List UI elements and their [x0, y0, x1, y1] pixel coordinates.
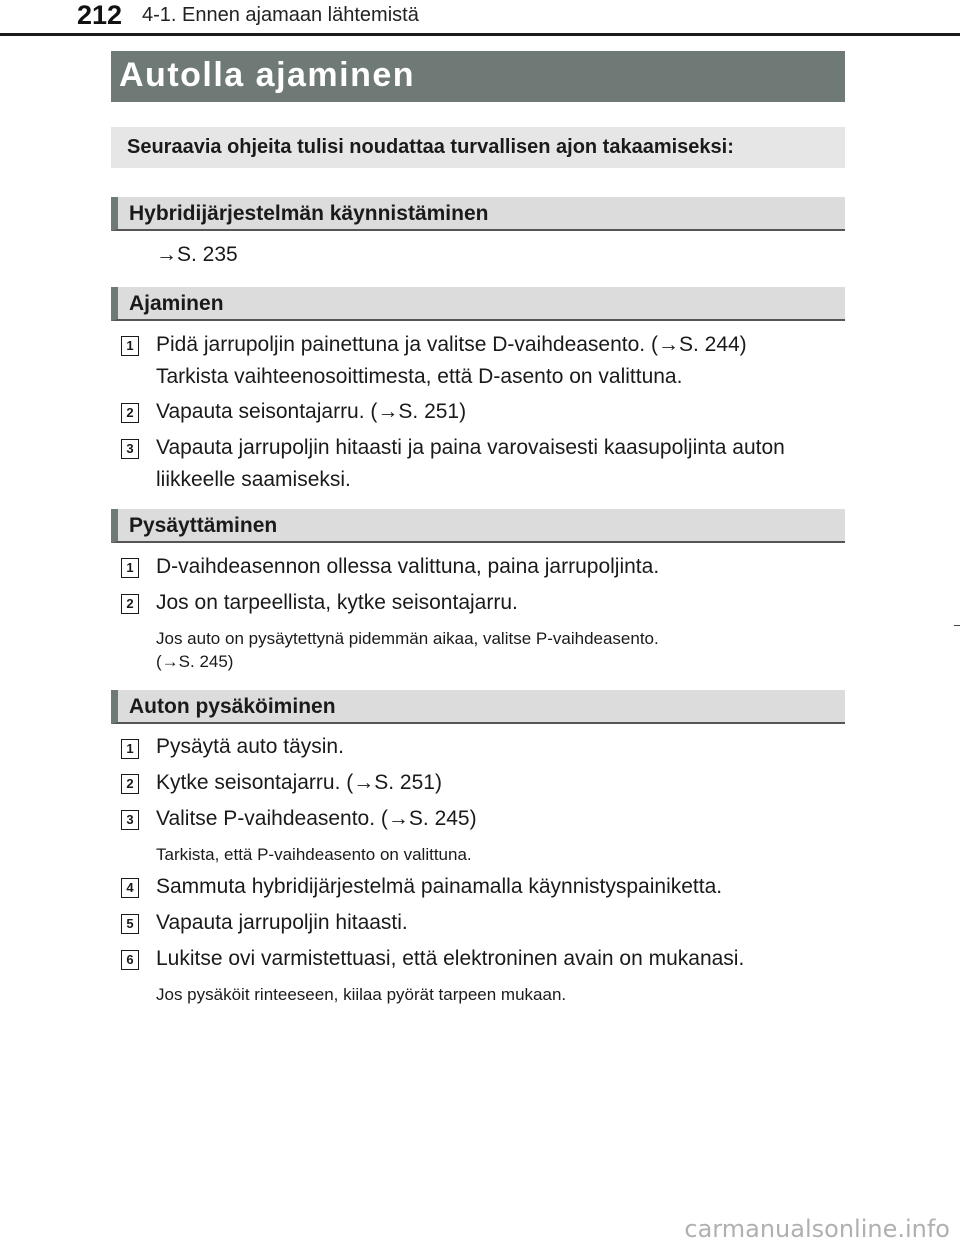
- step-line: Vapauta seisontajarru. (→S. 251): [156, 400, 467, 423]
- step-line: Pysäytä auto täysin.: [156, 735, 344, 758]
- stopping-note: [156, 627, 846, 673]
- parking-step-4: [156, 871, 846, 903]
- margin-mark: [954, 625, 960, 626]
- parking-step-6: [156, 943, 846, 975]
- stopping-step-2: [156, 587, 846, 619]
- section-heading-driving: [111, 287, 845, 321]
- step-line: Lukitse ovi varmistettuasi, että elektroninen avain on mukanasi.: [156, 947, 745, 970]
- parking-step-5: [156, 907, 846, 939]
- step-number: 3: [121, 810, 139, 830]
- step-line: Kytke seisontajarru. (→S. 251): [156, 771, 442, 794]
- title-banner: [111, 51, 845, 102]
- step-number: 2: [121, 594, 139, 614]
- parking-step-3: [156, 803, 846, 835]
- step-line: Jos on tarpeellista, kytke seisontajarru.: [156, 591, 518, 614]
- step-line: Tarkista vaihteenosoittimesta, että D-asento on valittuna.: [156, 365, 683, 388]
- page-number: 212: [77, 0, 123, 30]
- step-line: Vapauta jarrupoljin hitaasti.: [156, 911, 408, 934]
- step-number: 1: [121, 558, 139, 578]
- parking-step-2: [156, 767, 846, 799]
- note-line: Jos auto on pysäytettynä pidemmän aikaa, valitse P-vaihdeasento.: [156, 629, 659, 648]
- step-line: Valitse P-vaihdeasento. (→S. 245): [156, 807, 477, 830]
- step-number: 6: [121, 950, 139, 970]
- step-number: 2: [121, 403, 139, 423]
- step-number: 1: [121, 739, 139, 759]
- chapter-title: 4-1. Ennen ajamaan lähtemistä: [142, 4, 419, 26]
- step-line: Vapauta jarrupoljin hitaasti ja paina varovaisesti kaasupoljinta auton: [156, 436, 785, 459]
- stopping-step-1: [156, 551, 846, 583]
- intro-text: Seuraavia ohjeita tulisi noudattaa turvallisen ajon takaamiseksi:: [127, 136, 734, 158]
- note-line: (→S. 245): [156, 652, 234, 671]
- step-line: D-vaihdeasennon ollessa valittuna, paina jarrupoljinta.: [156, 555, 660, 578]
- page-title: Autolla ajaminen: [119, 56, 416, 94]
- step-number: 1: [121, 336, 139, 356]
- section-heading-stopping: [111, 509, 845, 543]
- section-heading-label: Ajaminen: [129, 292, 224, 315]
- watermark: carmanualsonline.info: [684, 1215, 950, 1243]
- intro-box: [111, 127, 845, 168]
- driving-step-2: [156, 396, 846, 428]
- step-number: 2: [121, 774, 139, 794]
- section-heading-parking: [111, 690, 845, 724]
- step-number: 4: [121, 878, 139, 898]
- driving-step-1: [156, 329, 846, 393]
- section-heading-label: Auton pysäköiminen: [129, 695, 336, 718]
- header-divider: [0, 33, 960, 36]
- section-heading-label: Hybridijärjestelmän käynnistäminen: [129, 202, 489, 225]
- section-heading-label: Pysäyttäminen: [129, 514, 278, 537]
- parking-note-2: Jos pysäköit rinteeseen, kiilaa pyörät tarpeen mukaan.: [156, 985, 567, 1004]
- section-heading-start: [111, 197, 845, 231]
- step-line: Sammuta hybridijärjestelmä painamalla käynnistyspainiketta.: [156, 875, 723, 898]
- step-line: liikkeelle saamiseksi.: [156, 468, 351, 491]
- driving-step-3: [156, 432, 846, 496]
- parking-note-1: Tarkista, että P-vaihdeasento on valittuna.: [156, 845, 472, 864]
- step-number: 5: [121, 914, 139, 934]
- step-line: Pidä jarrupoljin painettuna ja valitse D-vaihdeasento. (→S. 244): [156, 333, 747, 356]
- start-page-reference[interactable]: →S. 235: [156, 243, 238, 266]
- parking-step-1: [156, 731, 846, 763]
- step-number: 3: [121, 439, 139, 459]
